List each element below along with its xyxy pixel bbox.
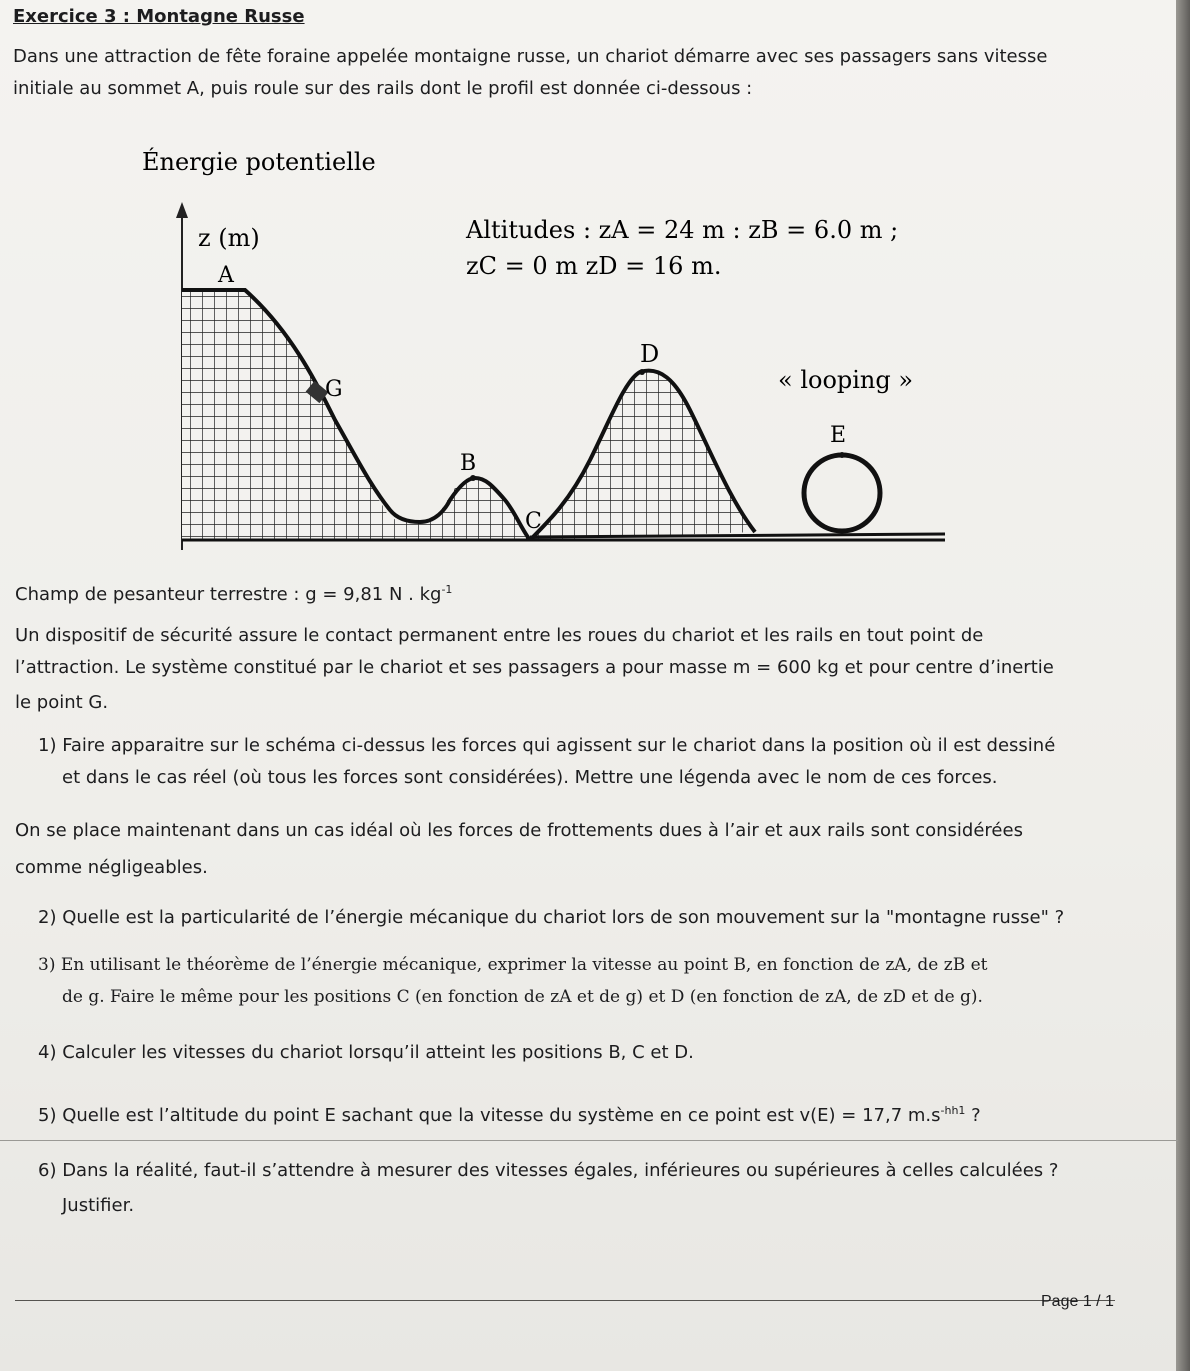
- question-1-line-2: et dans le cas réel (où tous les forces sont considérées). Mettre une légenda avec le nom de ces forces.: [62, 767, 998, 788]
- question-6-line-1: 6) Dans la réalité, faut-il s’attendre à mesurer des vitesses égales, inférieures ou supérieures à celles calculées ?: [38, 1160, 1059, 1181]
- paragraph3-line-2: comme négligeables.: [15, 857, 208, 878]
- footer-rule: [15, 1300, 1115, 1301]
- question-6-line-2: Justifier.: [62, 1195, 135, 1216]
- page-edge-shadow: [1176, 0, 1190, 1371]
- paragraph2-line-3: le point G.: [15, 692, 109, 713]
- altitudes-line-2: zC = 0 m zD = 16 m.: [466, 252, 722, 280]
- question-4: 4) Calculer les vitesses du chariot lorsqu’il atteint les positions B, C et D.: [38, 1042, 694, 1063]
- label-point-C: C: [525, 509, 542, 534]
- point-E-dot: [839, 452, 845, 458]
- paragraph3-line-1: On se place maintenant dans un cas idéal où les forces de frottements dues à l’air et aux rails sont considérées: [15, 820, 1023, 841]
- label-point-G: G: [325, 377, 343, 402]
- question-3-line-1: 3) En utilisant le théorème de l’énergie mécanique, exprimer la vitesse au point B, en fonction de zA, de zB et: [38, 955, 988, 975]
- question-3-line-2: de g. Faire le même pour les positions C (en fonction de zA et de g) et D (en fonction de zA, de zD et de g).: [62, 987, 983, 1007]
- intro-line-1: Dans une attraction de fête foraine appelée montaigne russe, un chariot démarre avec ses passagers sans vitesse: [13, 46, 1048, 67]
- z-axis-label: z (m): [198, 224, 260, 252]
- question-2: 2) Quelle est la particularité de l’énergie mécanique du chariot lors de son mouvement sur la "montagne russe" ?: [38, 907, 1065, 928]
- question-5: [38, 1098, 981, 1129]
- diagram-heading: Énergie potentielle: [142, 148, 376, 176]
- page-number: Page 1 / 1: [1041, 1293, 1114, 1310]
- roller-coaster-diagram: [130, 140, 960, 570]
- question-5-text: 5) Quelle est l’altitude du point E sachant que la vitesse du système en ce point est v(E) = 17,7 m.s: [38, 1105, 941, 1126]
- looping-label: « looping »: [778, 366, 914, 394]
- gravity-field: [15, 577, 452, 608]
- intro-line-2: initiale au sommet A, puis roule sur des rails dont le profil est donnée ci-dessous :: [13, 78, 753, 99]
- altitudes-line-1: Altitudes : zA = 24 m : zB = 6.0 m ;: [466, 216, 899, 244]
- paragraph2-line-2: l’attraction. Le système constitué par le chariot et ses passagers a pour masse m = 600 kg et pour centre d’inertie: [15, 657, 1054, 678]
- question-5-exponent: -hh1: [940, 1104, 966, 1117]
- exercise-title: Exercice 3 : Montagne Russe: [13, 6, 305, 27]
- question-5-end: ?: [965, 1105, 981, 1126]
- z-axis-arrow: [176, 202, 188, 218]
- gravity-text: Champ de pesanteur terrestre : g = 9,81 N . kg: [15, 584, 442, 605]
- label-point-A: A: [218, 263, 234, 288]
- track-region-left: [182, 290, 530, 540]
- label-point-E: E: [830, 423, 847, 448]
- label-point-D: D: [640, 340, 660, 368]
- gravity-exponent: -1: [441, 583, 453, 596]
- track-region-D: [530, 371, 755, 540]
- label-point-B: B: [460, 451, 477, 476]
- question-1-line-1: 1) Faire apparaitre sur le schéma ci-dessus les forces qui agissent sur le chariot dans la position où il est dessiné: [38, 735, 1056, 756]
- looping-circle: [804, 455, 880, 531]
- point-D-dot: [639, 369, 645, 375]
- paragraph2-line-1: Un dispositif de sécurité assure le contact permanent entre les roues du chariot et les rails en tout point de: [15, 625, 984, 646]
- page-fold-line: [0, 1140, 1178, 1141]
